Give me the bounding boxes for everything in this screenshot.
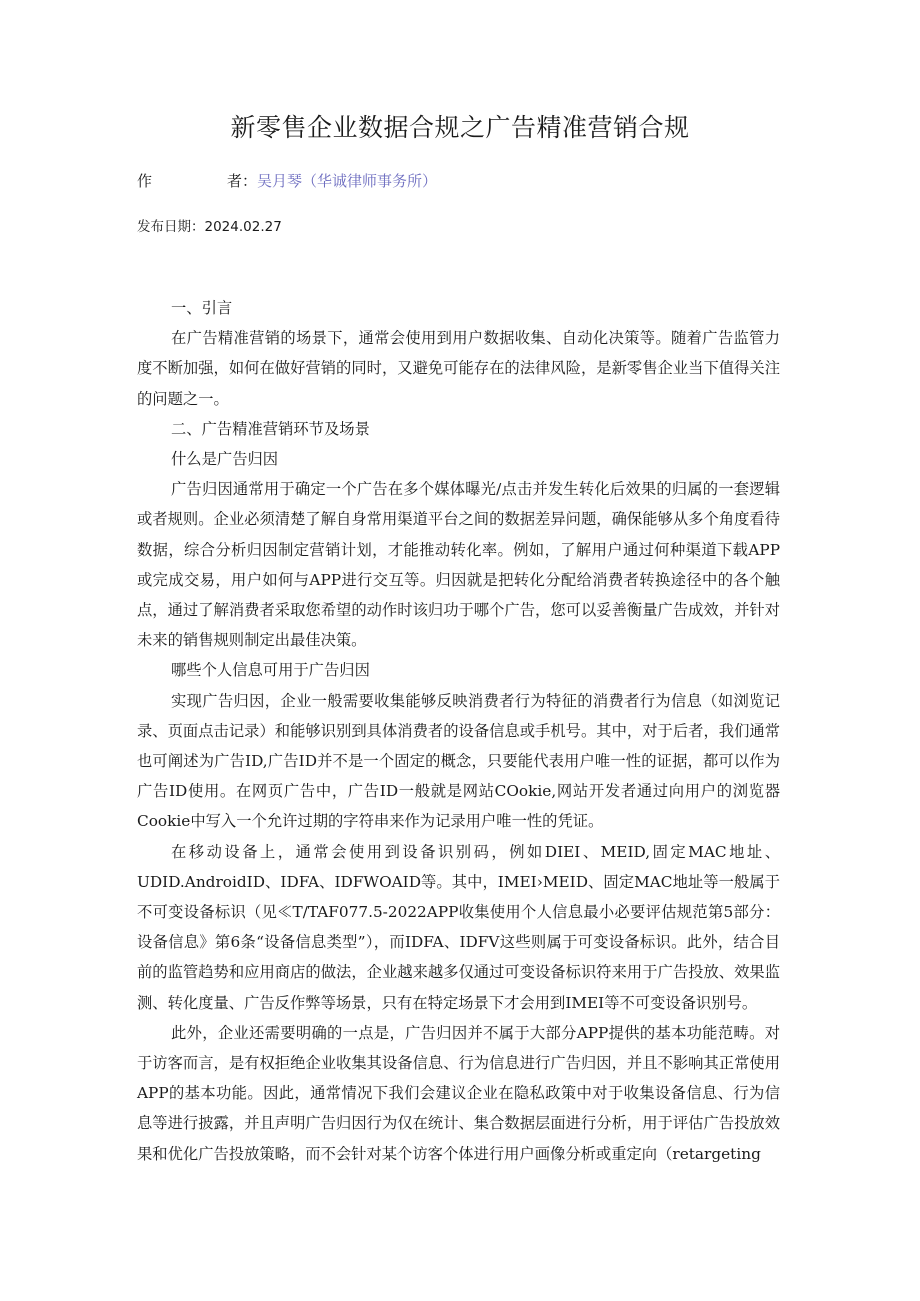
author-line [137, 170, 437, 191]
paragraph: 实现广告归因，企业一般需要收集能够反映消费者行为特征的消费者行为信息（如浏览记录、页面点击记录）和能够识别到具体消费者的设备信息或手机号。其中，对于后者，我们通常也可阐述为广告ID,广告ID并不是一个固定的概念，只要能代表用户唯一性的证据，都可以作为广告ID使用。在网页广告中，广告ID一般就是网站COokie,网站开发者通过向用户的浏览器Cookie中写入一个允许过期的字符串来作为记录用户唯一性的凭证。 [137, 691, 780, 831]
date-label: 发布日期： [137, 219, 205, 235]
section-heading: 一、引言 [171, 299, 233, 317]
paragraph: 广告归因通常用于确定一个广告在多个媒体曝光/点击并发生转化后效果的归属的一套逻辑或者规则。企业必须清楚了解自身常用渠道平台之间的数据差异问题，确保能够从多个角度看待数据，综合分析归因制定营销计划，才能推动转化率。例如，了解用户通过何种渠道下载APP或完成交易，用户如何与APP进行交互等。归因就是把转化分配给消费者转换途径中的各个触点，通过了解消费者采取您希望的动作时该归功于哪个广告，您可以妥善衡量广告成效，并针对未来的销售规则制定出最佳决策。 [137, 480, 780, 650]
paragraph: 在移动设备上，通常会使用到设备识别码，例如DIEI、MEID,固定MAC地址、UDID.AndroidID、IDFA、IDFWOAID等。其中，IMEI›MEID、固定MAC地址等一般属于不可变设备标识（见≪T/TAF077.5-2022APP收集使用个人信息最小必要评估规范第5部分：设备信息》第6条“设备信息类型”），而IDFA、IDFV这些则属于可变设备标识。此外，结合目前的监管趋势和应用商店的做法，企业越来越多仅通过可变设备标识符来用于广告投放、效果监测、转化度量、广告反作弊等场景，只有在特定场景下才会用到IMEI等不可变设备识别号。 [137, 842, 780, 1012]
section-heading: 二、广告精准营销环节及场景 [171, 419, 370, 438]
sub-heading: 哪些个人信息可用于广告归因 [171, 661, 370, 680]
author-name: 吴月琴（华诚律师事务所） [257, 172, 438, 190]
paragraph: 此外，企业还需要明确的一点是，广告归因并不属于大部分APP提供的基本功能范畴。对于访客而言，是有权拒绝企业收集其设备信息、行为信息进行广告归因，并且不影响其正常使用APP的基本功能。因此，通常情况下我们会建议企业在隐私政策中对于收集设备信息、行为信息等进行披露，并且声明广告归因行为仅在统计、集合数据层面进行分析，用于评估广告投放效果和优化广告投放策略，而不会针对某个访客个体进行用户画像分析或重定向（retargeting [137, 1023, 780, 1163]
sub-heading: 什么是广告归因 [171, 450, 279, 469]
author-label-a: 作 [137, 172, 153, 190]
publish-date [137, 215, 282, 235]
author-label-b: 者： [227, 172, 258, 190]
article-body [137, 293, 780, 1169]
date-value: 2024.02.27 [204, 219, 282, 235]
page-title: 新零售企业数据合规之广告精准营销合规 [230, 113, 690, 142]
paragraph: 在广告精准营销的场景下，通常会使用到用户数据收集、自动化决策等。随着广告监管力度不断加强，如何在做好营销的同时，又避免可能存在的法律风险，是新零售企业当下值得关注的问题之一。 [137, 329, 780, 408]
